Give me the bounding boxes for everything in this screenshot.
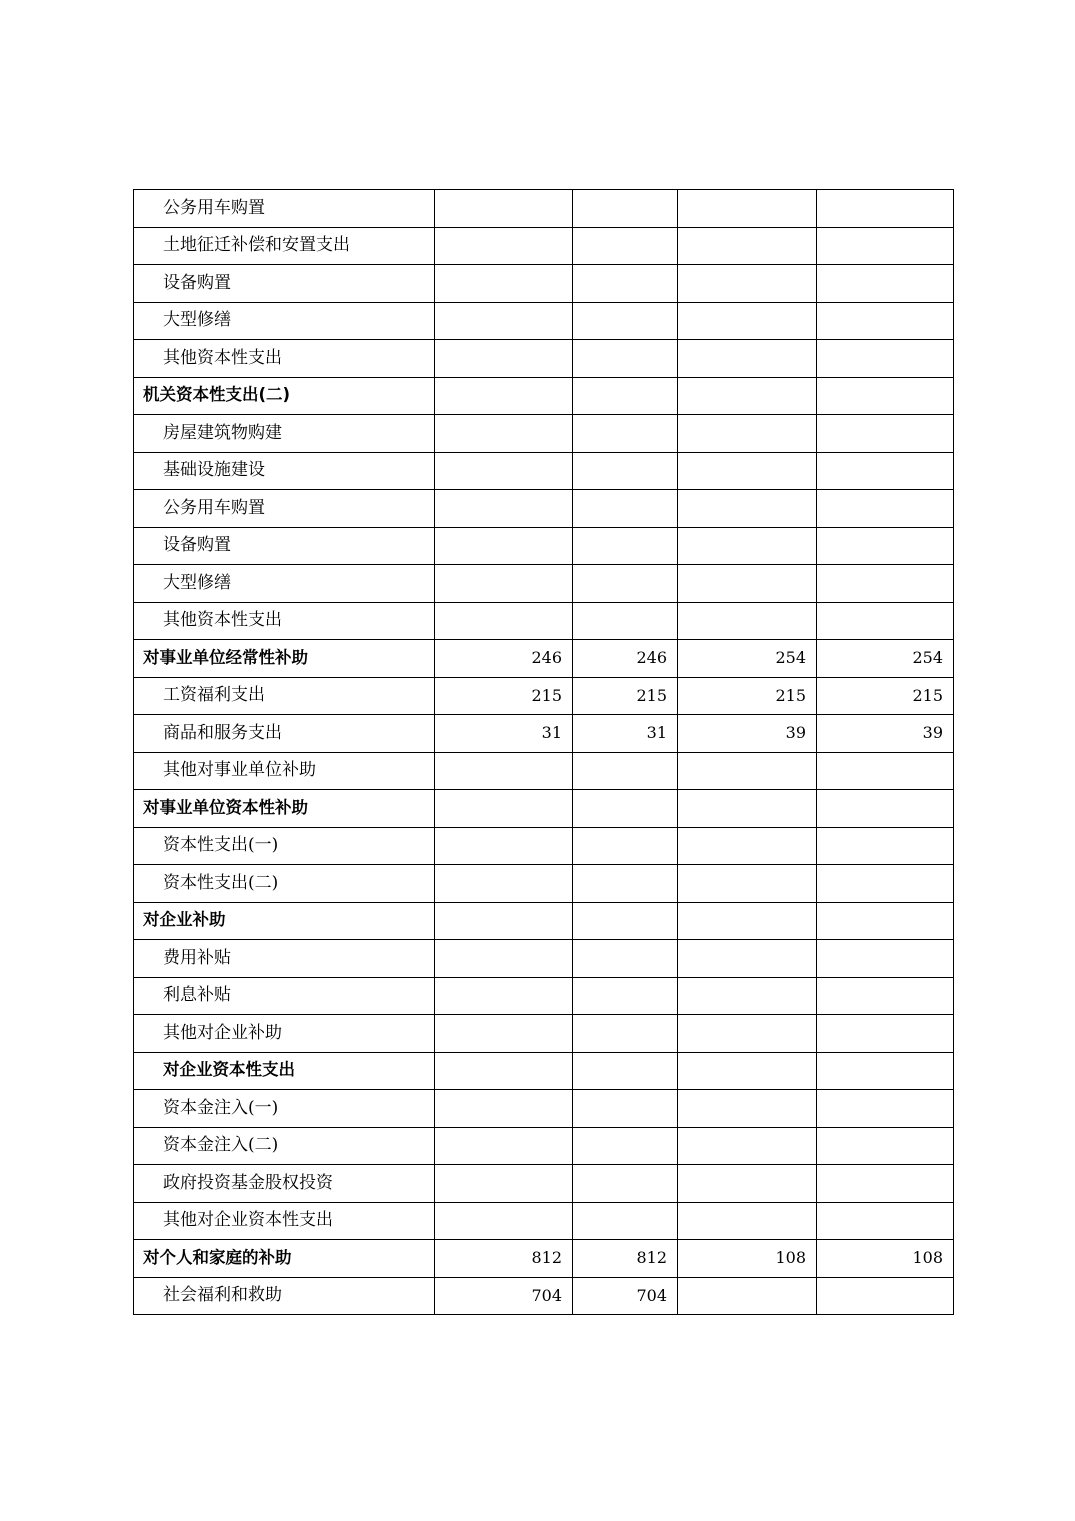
value-cell [817,1127,954,1165]
row-label: 对事业单位资本性补助 [143,797,308,817]
value-cell [573,902,678,940]
value-cell [435,452,573,490]
value-cell [435,527,573,565]
value-cell [573,827,678,865]
row-label: 其他资本性支出 [163,610,282,631]
row-label-cell [134,1090,435,1128]
value-cell [678,415,817,453]
table-row [134,752,954,790]
value-cell [435,302,573,340]
value-cell [678,1127,817,1165]
row-label-cell [134,452,435,490]
table-row [134,902,954,940]
value-cell [435,490,573,528]
value-cell: 31 [435,715,573,753]
row-label: 资本金注入(二) [163,1135,279,1156]
table-row [134,302,954,340]
table-row [134,677,954,715]
table-row [134,190,954,228]
value-cell [435,602,573,640]
value-cell [817,1277,954,1315]
value-cell [678,377,817,415]
row-label-cell [134,340,435,378]
value-cell [435,752,573,790]
table-row [134,415,954,453]
row-label-cell [134,527,435,565]
row-label: 土地征迁补偿和安置支出 [163,235,350,256]
value-cell [678,340,817,378]
value-cell [435,340,573,378]
table-row [134,340,954,378]
value-cell [435,415,573,453]
value-cell [678,1015,817,1053]
table-row [134,790,954,828]
value-cell [435,565,573,603]
value-cell [678,527,817,565]
value-cell [573,1015,678,1053]
value-cell [817,790,954,828]
row-label: 其他对企业补助 [163,1022,282,1043]
table-row [134,265,954,303]
value-cell: 215 [573,677,678,715]
row-label: 利息补贴 [163,985,231,1006]
value-cell: 31 [573,715,678,753]
value-cell [678,602,817,640]
value-cell [817,902,954,940]
value-cell [678,227,817,265]
table-row [134,377,954,415]
row-label: 公务用车购置 [163,197,265,218]
value-cell [678,865,817,903]
row-label: 基础设施建设 [163,460,265,481]
row-label: 工资福利支出 [163,685,265,706]
row-label-cell [134,865,435,903]
table-row [134,1052,954,1090]
value-cell [573,752,678,790]
row-label-cell [134,602,435,640]
value-cell [435,902,573,940]
value-cell [817,190,954,228]
value-cell [678,827,817,865]
value-cell [817,490,954,528]
value-cell [435,377,573,415]
value-cell: 215 [678,677,817,715]
value-cell [678,1165,817,1203]
table-row [134,227,954,265]
value-cell [573,790,678,828]
table-row [134,452,954,490]
value-cell [678,790,817,828]
row-label: 其他资本性支出 [163,347,282,368]
value-cell [573,527,678,565]
value-cell [435,1165,573,1203]
value-cell [435,265,573,303]
value-cell [817,1202,954,1240]
value-cell [573,1090,678,1128]
row-label: 社会福利和救助 [163,1285,282,1306]
value-cell: 704 [435,1277,573,1315]
row-label: 公务用车购置 [163,497,265,518]
row-label-cell [134,1165,435,1203]
value-cell: 215 [817,677,954,715]
value-cell: 812 [573,1240,678,1278]
row-label: 商品和服务支出 [163,722,282,743]
value-cell [435,1202,573,1240]
value-cell [573,565,678,603]
value-cell [678,1202,817,1240]
table-row [134,1240,954,1278]
value-cell: 246 [435,640,573,678]
value-cell [817,865,954,903]
row-label: 对事业单位经常性补助 [143,647,308,667]
row-label: 对企业资本性支出 [163,1060,295,1080]
row-label: 大型修缮 [163,572,231,593]
row-label-cell [134,1052,435,1090]
row-label-cell [134,640,435,678]
value-cell [573,302,678,340]
row-label: 资本性支出(一) [163,835,279,856]
table-body [134,190,954,1315]
value-cell [817,752,954,790]
value-cell [435,1090,573,1128]
value-cell [817,827,954,865]
value-cell [678,977,817,1015]
value-cell [573,415,678,453]
row-label: 房屋建筑物购建 [163,422,282,443]
value-cell: 704 [573,1277,678,1315]
value-cell [817,527,954,565]
value-cell [435,940,573,978]
value-cell [573,1202,678,1240]
value-cell [435,1015,573,1053]
value-cell [678,752,817,790]
value-cell [573,940,678,978]
value-cell [678,1277,817,1315]
table-row [134,940,954,978]
value-cell [573,340,678,378]
value-cell [817,602,954,640]
row-label-cell [134,1202,435,1240]
row-label: 资本金注入(一) [163,1097,279,1118]
value-cell [573,602,678,640]
value-cell [435,1052,573,1090]
row-label: 对企业补助 [143,910,226,930]
row-label: 设备购置 [163,535,231,556]
value-cell [435,827,573,865]
value-cell [573,865,678,903]
value-cell [817,940,954,978]
value-cell [817,977,954,1015]
value-cell [573,227,678,265]
table-row [134,527,954,565]
value-cell: 254 [817,640,954,678]
value-cell: 254 [678,640,817,678]
value-cell [678,902,817,940]
value-cell: 108 [678,1240,817,1278]
value-cell [573,1052,678,1090]
value-cell [573,265,678,303]
value-cell [678,302,817,340]
value-cell [435,1127,573,1165]
row-label: 大型修缮 [163,310,231,331]
value-cell: 215 [435,677,573,715]
row-label-cell [134,227,435,265]
row-label-cell [134,565,435,603]
table-row [134,827,954,865]
table-row [134,1090,954,1128]
value-cell [435,227,573,265]
row-label-cell [134,302,435,340]
row-label-cell [134,415,435,453]
value-cell [817,340,954,378]
row-label: 机关资本性支出(二) [143,385,291,405]
row-label-cell [134,940,435,978]
row-label-cell [134,752,435,790]
row-label-cell [134,790,435,828]
value-cell [678,452,817,490]
value-cell: 108 [817,1240,954,1278]
value-cell [573,977,678,1015]
row-label: 对个人和家庭的补助 [143,1247,292,1267]
row-label-cell [134,265,435,303]
row-label: 政府投资基金股权投资 [163,1172,333,1193]
row-label: 其他对事业单位补助 [163,760,316,781]
row-label-cell [134,1277,435,1315]
row-label-cell [134,1015,435,1053]
row-label-cell [134,677,435,715]
row-label: 费用补贴 [163,947,231,968]
table-row [134,1015,954,1053]
value-cell [817,415,954,453]
table-row [134,865,954,903]
value-cell: 246 [573,640,678,678]
value-cell: 39 [817,715,954,753]
table-row [134,1165,954,1203]
value-cell [573,1127,678,1165]
row-label-cell [134,827,435,865]
value-cell [817,227,954,265]
table-row [134,565,954,603]
table-row [134,977,954,1015]
value-cell [435,790,573,828]
value-cell [817,1090,954,1128]
value-cell [817,377,954,415]
table-row [134,602,954,640]
value-cell [678,1052,817,1090]
value-cell [817,1015,954,1053]
value-cell [678,1090,817,1128]
value-cell [573,452,678,490]
value-cell [678,190,817,228]
row-label: 其他对企业资本性支出 [163,1210,333,1231]
row-label: 设备购置 [163,272,231,293]
value-cell [817,265,954,303]
value-cell [817,565,954,603]
value-cell [817,302,954,340]
value-cell: 39 [678,715,817,753]
value-cell [573,190,678,228]
table-row [134,1202,954,1240]
row-label: 资本性支出(二) [163,872,279,893]
table-row [134,715,954,753]
value-cell [573,377,678,415]
row-label-cell [134,1127,435,1165]
row-label-cell [134,977,435,1015]
value-cell [435,190,573,228]
value-cell [678,265,817,303]
table-row [134,1127,954,1165]
value-cell [573,490,678,528]
table-row [134,1277,954,1315]
value-cell [678,490,817,528]
value-cell [435,865,573,903]
row-label-cell [134,902,435,940]
row-label-cell [134,715,435,753]
value-cell [817,1052,954,1090]
value-cell [678,565,817,603]
value-cell [817,452,954,490]
budget-table [133,189,954,1315]
value-cell [573,1165,678,1203]
row-label-cell [134,190,435,228]
row-label-cell [134,490,435,528]
value-cell: 812 [435,1240,573,1278]
value-cell [435,977,573,1015]
table-row [134,640,954,678]
value-cell [817,1165,954,1203]
row-label-cell [134,377,435,415]
table-row [134,490,954,528]
row-label-cell [134,1240,435,1278]
value-cell [678,940,817,978]
